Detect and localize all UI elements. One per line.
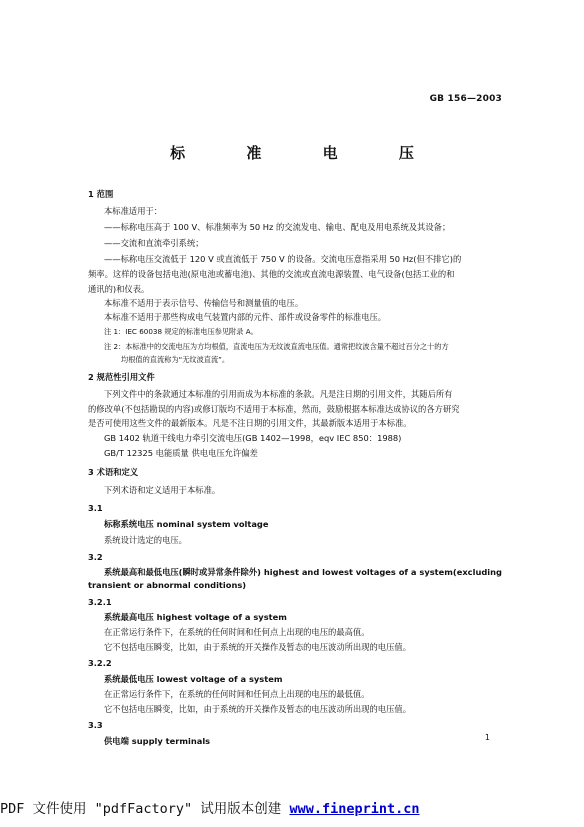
text-line-p8: 本标准不适用于那些构成电气装置内部的元件、部件或设备零件的标准电压。 xyxy=(104,312,387,322)
text-line-p4: ——标称电压交流低于 120 V 或直流低于 750 V 的设备。交流电压意指采用 50 Hz(但不排它)的 xyxy=(104,254,462,264)
text-line-r5: GB/T 12325 电能质量 供电电压允许偏差 xyxy=(104,448,258,458)
text-line-d7: 它不包括电压瞬变，比如，由于系统的开关操作及暂态的电压波动所出现的电压值。 xyxy=(104,642,411,652)
text-line-p3: ——交流和直流牵引系统； xyxy=(104,238,204,248)
text-line-p1: 本标准适用于： xyxy=(104,206,163,216)
text-line-d0: 下列术语和定义适用于本标准。 xyxy=(104,485,221,495)
text-line-d9: 在正常运行条件下，在系统的任何时间和任何点上出现的电压的最低值。 xyxy=(104,689,370,699)
document-title: 标 准 电 压 xyxy=(170,144,442,162)
text-line-d8: 系统最低电压 lowest voltage of a system xyxy=(104,674,283,684)
text-line-d2: 系统设计选定的电压。 xyxy=(104,535,187,545)
page-number: 1 xyxy=(484,733,490,742)
text-line-p6: 通讯的)和仪表。 xyxy=(88,284,150,294)
footer-link[interactable]: www.fineprint.cn xyxy=(289,801,420,817)
text-line-s1: 1 范围 xyxy=(88,189,114,199)
text-line-h33: 3.3 xyxy=(88,720,103,730)
text-line-d10: 它不包括电压瞬变，比如，由于系统的开关操作及暂态的电压波动所出现的电压值。 xyxy=(104,704,411,714)
text-line-h322: 3.2.2 xyxy=(88,658,112,668)
text-line-d1: 标称系统电压 nominal system voltage xyxy=(104,519,269,529)
text-line-d6: 在正常运行条件下，在系统的任何时间和任何点上出现的电压的最高值。 xyxy=(104,627,370,637)
text-line-d11: 供电端 supply terminals xyxy=(104,736,211,746)
text-line-p5: 频率。这样的设备包括电池(原电池或蓄电池)、其他的交流或直流电源装置、电气设备(包括工业的和 xyxy=(88,269,455,279)
text-line-d3: 系统最高和最低电压(瞬时或异常条件除外) highest and lowest voltages of a system(excluding xyxy=(104,567,502,577)
text-line-n2a: 注 2：本标准中的交流电压为方均根值，直流电压为无纹波直流电压值。通常把纹波含量不超过百分之十的方 xyxy=(104,342,449,351)
text-line-r4: GB 1402 轨道干线电力牵引交流电压(GB 1402—1998，eqv IEC 850：1988) xyxy=(104,433,402,443)
pdf-footer xyxy=(0,797,419,817)
text-line-r2: 的修改单(不包括勘误的内容)或修订版均不适用于本标准，然而，鼓励根据本标准达成协议的各方研究 xyxy=(88,404,460,414)
text-line-s3: 3 术语和定义 xyxy=(88,467,139,477)
text-line-h321: 3.2.1 xyxy=(88,597,112,607)
text-line-n2b: 均根值的直流称为“无纹波直流”。 xyxy=(121,355,230,364)
text-line-h32: 3.2 xyxy=(88,552,103,562)
text-line-h31: 3.1 xyxy=(88,503,103,513)
footer-text: PDF 文件使用 "pdfFactory" 试用版本创建 xyxy=(0,801,290,817)
text-line-d4: transient or abnormal conditions) xyxy=(88,580,247,590)
text-line-p7: 本标准不适用于表示信号、传输信号和测量值的电压。 xyxy=(104,298,304,308)
text-line-r1: 下列文件中的条款通过本标准的引用而成为本标准的条款。凡是注日期的引用文件，其随后所有 xyxy=(104,389,453,399)
text-line-d5: 系统最高电压 highest voltage of a system xyxy=(104,612,287,622)
text-line-s2: 2 规范性引用文件 xyxy=(88,372,155,382)
text-line-p2: ——标称电压高于 100 V、标准频率为 50 Hz 的交流发电、输电、配电及用电系统及其设备； xyxy=(104,222,451,232)
text-line-n1: 注 1：IEC 60038 规定的标准电压参见附录 A。 xyxy=(104,327,258,336)
text-line-r3: 是否可使用这些文件的最新版本。凡是不注日期的引用文件，其最新版本适用于本标准。 xyxy=(88,418,412,428)
standard-code: GB 156—2003 xyxy=(429,94,502,104)
